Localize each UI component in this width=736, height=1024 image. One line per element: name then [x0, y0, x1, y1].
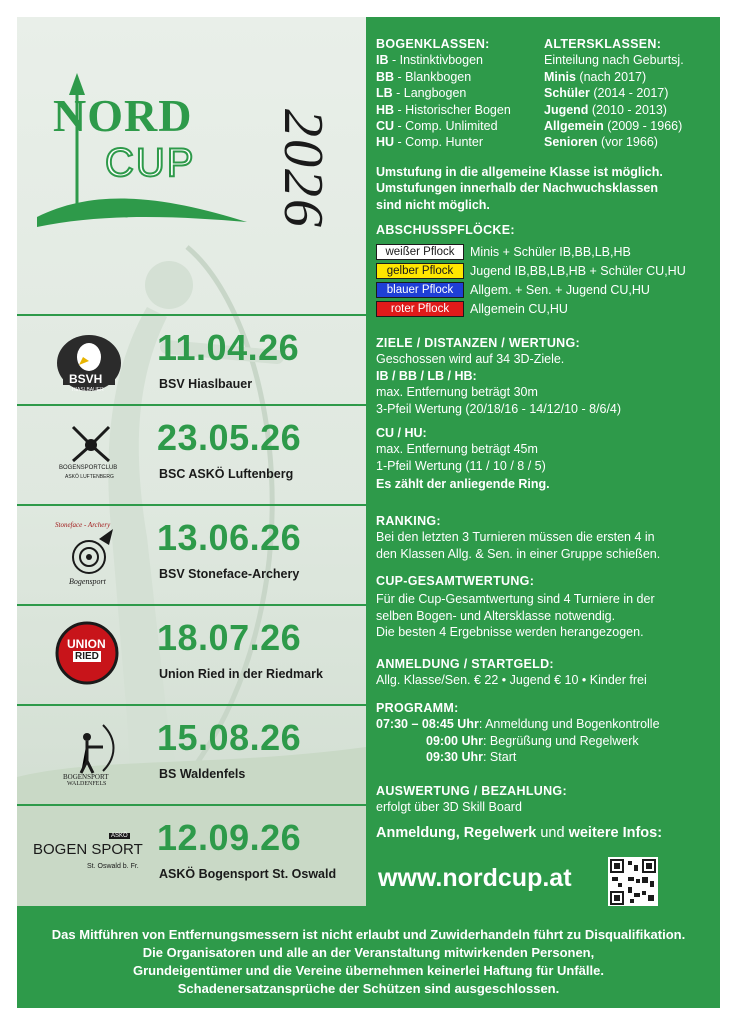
bogenklasse-item: BB - Blankbogen: [376, 69, 472, 84]
programm-title: PROGRAMM:: [376, 701, 459, 715]
ziele-group2-line: max. Entfernung beträgt 45m: [376, 442, 538, 457]
pflock-label-rot: roter Pflock: [376, 301, 464, 317]
ziele-group2-line: 1-Pfeil Wertung (11 / 10 / 8 / 5): [376, 458, 546, 473]
badge-text: Stoneface - Archery: [55, 521, 111, 529]
gesamtwertung-title: CUP-GESAMTWERTUNG:: [376, 574, 535, 588]
auswertung-title: AUSWERTUNG / BEZAHLUNG:: [376, 784, 567, 798]
programm-item: 09:00 Uhr: Begrüßung und Regelwerk: [426, 733, 639, 748]
ziele-note: Es zählt der anliegende Ring.: [376, 477, 550, 492]
infos-part1: Anmeldung, Regelwerk: [376, 825, 537, 841]
pflock-label-gelb: gelber Pflock: [376, 263, 464, 279]
nordcup-logo: [17, 17, 366, 315]
pflock-desc: Allgemein CU,HU: [470, 301, 568, 316]
footer-line: Die Organisatoren und alle an der Veranstaltung mitwirkenden Personen,: [142, 945, 595, 960]
umstufung-line: Umstufung in die allgemeine Klasse ist möglich.: [376, 165, 663, 179]
event-club: Union Ried in der Riedmark: [159, 667, 323, 681]
badge-sub: Bogensport: [69, 577, 106, 586]
ziele-title: ZIELE / DISTANZEN / WERTUNG:: [376, 336, 580, 350]
badge-text: BOGENSPORTCLUB: [59, 465, 118, 471]
badge-text: BSVH: [69, 372, 103, 386]
altersklasse-item: Minis (nach 2017): [544, 69, 647, 84]
gesamtwertung-line: Die besten 4 Ergebnisse werden herangezogen.: [376, 625, 644, 640]
badge-sub: HIASLBAUER: [72, 387, 104, 393]
event-date: 15.08.26: [157, 717, 302, 758]
auswertung-block: [376, 783, 567, 816]
pflock-row: [376, 299, 686, 318]
infos-part2: und: [536, 825, 569, 841]
altersklasse-item: Schüler (2014 - 2017): [544, 86, 669, 101]
footer-line: Grundeigentümer und die Vereine übernehmen keinerlei Haftung für Unfälle.: [133, 963, 604, 978]
event-club: BSC ASKÖ Luftenberg: [159, 467, 294, 481]
qr-code-icon[interactable]: [608, 857, 658, 907]
pflock-desc: Jugend IB,BB,LB,HB + Schüler CU,HU: [470, 263, 686, 278]
ranking-line: den Klassen Allg. & Sen. in einer Gruppe schießen.: [376, 546, 661, 561]
bogenklasse-item: HB - Historischer Bogen: [376, 102, 511, 117]
union-ried-badge-icon: [43, 617, 139, 689]
gesamtwertung-line: selben Bogen- und Altersklasse notwendig.: [376, 608, 616, 623]
pfloecke-title: ABSCHUSSPFLÖCKE:: [376, 223, 515, 237]
ziele-group2-title: CU / HU:: [376, 426, 427, 441]
gesamtwertung-block: [376, 573, 655, 641]
altersklassen-intro: Einteilung nach Geburtsj.: [544, 53, 684, 68]
anmeldung-text: Allg. Klasse/Sen. € 22 • Jugend € 10 • Kinder frei: [376, 673, 647, 688]
umstufung-block: [376, 164, 663, 213]
pflock-row: [376, 242, 686, 261]
bogenklassen-block: [376, 36, 511, 151]
ziele-block: [376, 335, 621, 493]
bogensport-stoswald-logo: [31, 817, 147, 889]
pflock-desc: Allgem. + Sen. + Jugend CU,HU: [470, 282, 650, 297]
umstufung-line: sind nicht möglich.: [376, 197, 490, 212]
badge-text: BOGENSPORT: [63, 773, 109, 781]
ziele-intro: Geschossen wird auf 34 3D-Ziele.: [376, 352, 565, 367]
event-club: BSV Hiaslbauer: [159, 377, 253, 391]
ziele-group1-title: IB / BB / LB / HB:: [376, 368, 477, 383]
infos-block: [376, 825, 662, 841]
programm-block: [376, 700, 660, 766]
event-date: 11.04.26: [157, 327, 300, 368]
programm-item: 07:30 – 08:45 Uhr: Anmeldung und Bogenkontrolle: [376, 717, 660, 732]
archer-icon: [43, 717, 139, 789]
altersklasse-item: Senioren (vor 1966): [544, 135, 658, 150]
pfloecke-block: [376, 222, 686, 318]
footer-disclaimer: [17, 926, 720, 998]
pflock-row: [376, 261, 686, 280]
event-row-2: [17, 405, 366, 505]
auswertung-text: erfolgt über 3D Skill Board: [376, 800, 522, 815]
gesamtwertung-line: Für die Cup-Gesamtwertung sind 4 Turniere in der: [376, 592, 655, 607]
bird-target-icon: [43, 517, 139, 589]
altersklassen-block: [544, 36, 684, 151]
pflock-label-weiss: weißer Pflock: [376, 244, 464, 260]
anmeldung-block: [376, 656, 647, 689]
info-panel: [366, 17, 720, 906]
event-club: BSV Stoneface-Archery: [159, 567, 300, 581]
umstufung-line: Umstufungen innerhalb der Nachwuchsklassen: [376, 181, 659, 196]
event-row-4: [17, 605, 366, 705]
logo-nord: NORD: [53, 90, 193, 141]
logo-year: 2026: [272, 109, 334, 229]
event-date: 12.09.26: [157, 817, 302, 858]
ziele-group1-line: 3-Pfeil Wertung (20/18/16 - 14/12/10 - 8/6/4): [376, 401, 622, 416]
footer-line: Schadenersatzansprüche der Schützen sind ausgeschlossen.: [177, 981, 560, 996]
logo-cup: CUP: [105, 141, 196, 185]
footer: [17, 906, 720, 1008]
badge-tag: ASKÖ: [111, 833, 128, 839]
bogenklasse-item: LB - Langbogen: [376, 86, 467, 101]
badge-sub: ASKÖ LUFTENBERG: [65, 474, 114, 480]
event-row-3: [17, 505, 366, 605]
website-link[interactable]: www.nordcup.at: [378, 864, 572, 892]
badge-sub: WALDENFELS: [67, 781, 107, 787]
bogenklasse-item: IB - Instinktivbogen: [376, 53, 483, 68]
arrows-target-icon: [43, 417, 139, 489]
altersklasse-item: Allgemein (2009 - 1966): [544, 119, 683, 134]
ranking-block: [376, 513, 660, 562]
programm-item: 09:30 Uhr: Start: [426, 750, 517, 765]
footer-line: Das Mitführen von Entfernungsmessern ist nicht erlaubt und Zuwiderhandeln führt zu Disqualifikation.: [51, 927, 686, 942]
anmeldung-title: ANMELDUNG / STARTGELD:: [376, 657, 554, 671]
ranking-line: Bei den letzten 3 Turnieren müssen die ersten 4 in: [376, 530, 655, 545]
bogenklasse-item: HU - Comp. Hunter: [376, 135, 483, 150]
event-date: 13.06.26: [157, 517, 302, 558]
pflock-row: [376, 280, 686, 299]
ziele-group1-line: max. Entfernung beträgt 30m: [376, 385, 538, 400]
ranking-title: RANKING:: [376, 514, 441, 528]
event-club: ASKÖ Bogensport St. Oswald: [159, 867, 337, 881]
altersklasse-item: Jugend (2010 - 2013): [544, 102, 667, 117]
badge-sub: St. Oswald b. Fr.: [87, 863, 139, 870]
event-row-6: [17, 805, 366, 905]
altersklassen-title: ALTERSKLASSEN:: [544, 37, 662, 51]
badge-text: BOGEN SPORT: [33, 841, 143, 858]
pflock-desc: Minis + Schüler IB,BB,LB,HB: [470, 244, 631, 259]
infos-part3: weitere Infos:: [568, 825, 663, 841]
event-date: 23.05.26: [157, 417, 302, 458]
badge-sub: RIED: [75, 651, 99, 662]
bogenklasse-item: CU - Comp. Unlimited: [376, 119, 498, 134]
bogenklassen-title: BOGENKLASSEN:: [376, 37, 490, 51]
pflock-label-blau: blauer Pflock: [376, 282, 464, 298]
event-row-1: [17, 315, 366, 415]
eagle-badge-icon: [43, 327, 139, 399]
event-row-5: [17, 705, 366, 805]
badge-text: UNION: [67, 637, 106, 651]
event-date: 18.07.26: [157, 617, 302, 658]
event-club: BS Waldenfels: [159, 767, 246, 781]
